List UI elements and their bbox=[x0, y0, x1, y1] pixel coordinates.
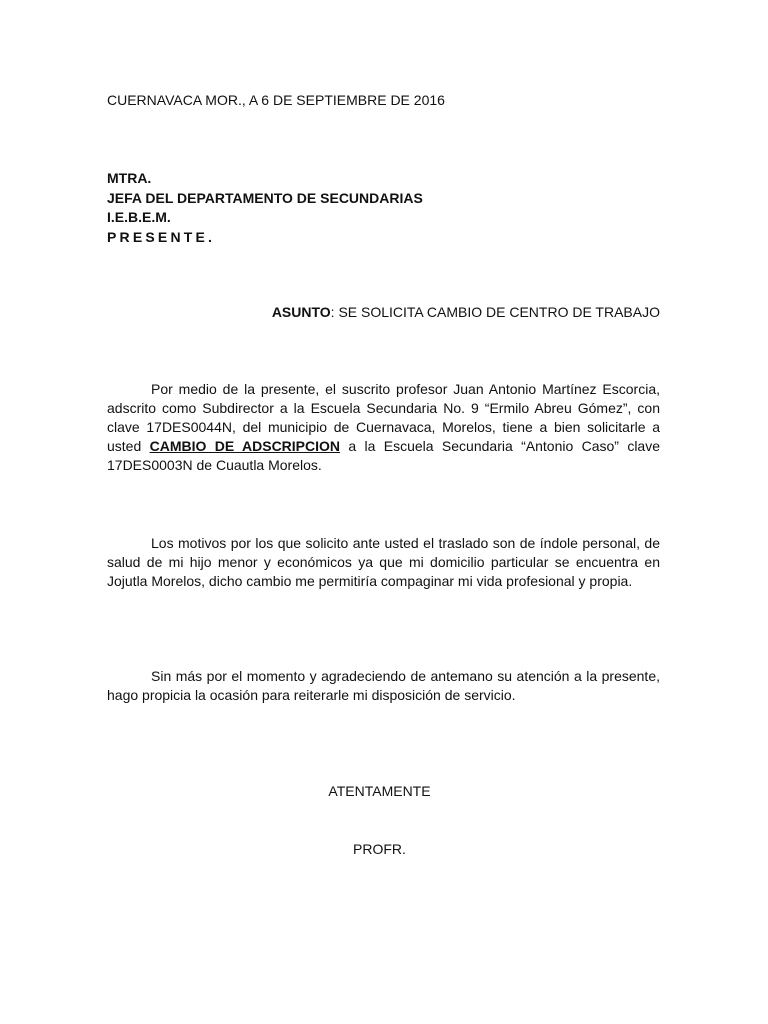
subject-label: ASUNTO bbox=[271, 304, 331, 320]
recipient-title: MTRA. bbox=[107, 170, 152, 186]
subject-text: : SE SOLICITA CAMBIO DE CENTRO DE TRABAJO bbox=[330, 304, 660, 320]
signature-title: PROFR. bbox=[353, 841, 406, 857]
recipient-presente: PRESENTE. bbox=[107, 228, 216, 245]
paragraph-reasons: Los motivos por los que solicito ante usted el traslado son de índole personal, de salud de mi hijo menor y económicos ya que mi domicilio particular se encuentra en Jojutla Morelos, dicho cambio me permitiría compaginar mi vida profesional y propia. bbox=[107, 535, 660, 589]
recipient-block bbox=[107, 169, 660, 247]
recipient-position: JEFA DEL DEPARTAMENTO DE SECUNDARIAS bbox=[107, 189, 423, 206]
closing-atentamente: ATENTAMENTE bbox=[328, 783, 431, 799]
paragraph-request bbox=[107, 380, 660, 475]
paragraph-request-intro: Por medio de la presente, el suscrito profesor Juan Antonio Martínez Escorcia, adscrito como Subdirector a la Escuela Secundaria No. 9 “Ermilo Abreu Gómez”, con clave 17DES0044N, del municipio de Cuernavaca, Morelos, tiene a bien solicitarle a usted bbox=[107, 381, 660, 454]
date-line: CUERNAVACA MOR., A 6 DE SEPTIEMBRE DE 2016 bbox=[107, 92, 445, 108]
paragraph-request-highlight: CAMBIO DE ADSCRIPCION bbox=[149, 438, 341, 454]
paragraph-closing: Sin más por el momento y agradeciendo de antemano su atención a la presente, hago propicia la ocasión para reiterarle mi disposición de servicio. bbox=[107, 668, 660, 703]
paragraph-request-end: a la Escuela Secundaria “Antonio Caso” clave 17DES0003N de Cuautla Morelos. bbox=[107, 438, 660, 473]
recipient-institution: I.E.B.E.M. bbox=[107, 209, 171, 225]
subject-line bbox=[107, 303, 660, 322]
